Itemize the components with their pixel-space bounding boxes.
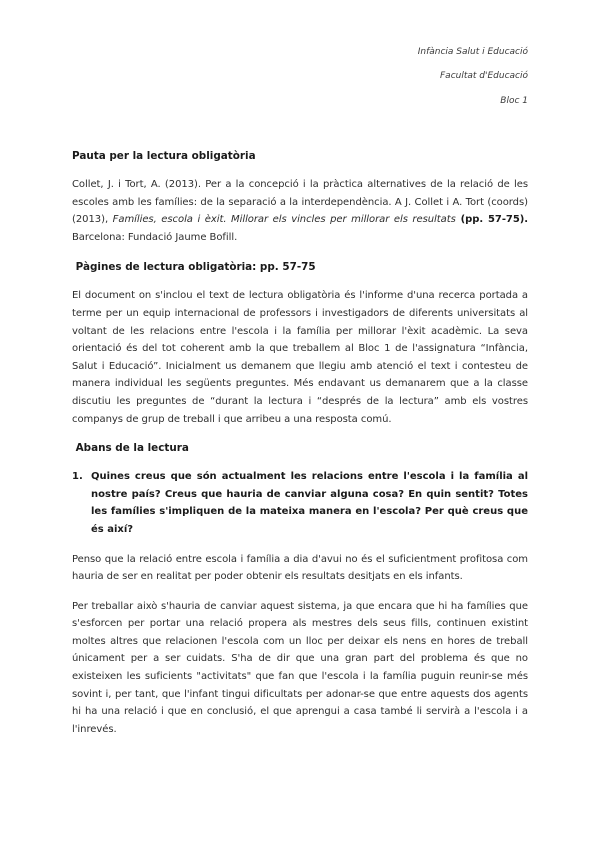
answer-paragraph-2: Per treballar això s'hauria de canviar aquest sistema, ja que encara que hi ha famílies que s'esforcen per portar una relació propera als mestres dels seus fills, continuen existint moltes altres que relacionen l'escola com un lloc per deixar els nens en hores de treball únicament per a ser cuidats. S'ha de dir que una gran part del problema és que no existeixen les suficients "activitats" que fan que l'escola i la família puguin reunir-se més sovint i, per tant, que l'infant tingui dificultats per adonar-se que entre aquests dos agents hi ha una relació i que en conclusió, el que aprengui a casa també li servirà a l'escola i a l'inrevés. bbox=[72, 600, 528, 735]
header-course: Infància Salut i Educació bbox=[417, 47, 528, 57]
header-faculty: Facultat d'Educació bbox=[440, 71, 528, 81]
citation-book-title: Famílies, escola i èxit. Millorar els vincles per millorar els resultats bbox=[112, 214, 456, 226]
answer-paragraph-1: Penso que la relació entre escola i família a dia d'avui no és el suficientment profitosa com hauria de ser en realitat per poder obtenir els resultats desitjats en els infants. bbox=[72, 553, 528, 583]
citation-paragraph bbox=[72, 176, 528, 246]
question-number: 1. bbox=[72, 471, 83, 483]
pagines-heading: Pàgines de lectura obligatòria: pp. 57-75 bbox=[72, 261, 316, 274]
abans-heading: Abans de la lectura bbox=[72, 442, 189, 455]
question-1 bbox=[72, 468, 528, 538]
question-text: Quines creus que són actualment les relacions entre l'escola i la família al nostre país? Creus que hauria de canviar alguna cosa? En quin sentit? Totes les famílies s'impliquen de la mateixa manera en l'escola? Per què creus que és així? bbox=[91, 471, 528, 535]
document-body bbox=[72, 149, 528, 738]
pauta-heading: Pauta per la lectura obligatòria bbox=[72, 150, 256, 162]
citation-text: Collet, J. i Tort, A. (2013). Per a la concepció i la pràctica alternatives de la relació de les escoles amb les famílies: de la separació a la interdependència. A J. Collet i A. Tort (coords) (2013), bbox=[72, 179, 528, 226]
pagines-paragraph: El document on s'inclou el text de lectura obligatòria és l'informe d'una recerca portada a terme per un equip internacional de professors i investigadors de diferents universitats al voltant de les relacions entre l'escola i la família per millorar l'èxit acadèmic. La seva orientació és del tot coherent amb la que treballem al Bloc 1 de l'assignatura “Infància, Salut i Educació”. Inicialment us demanem que llegiu amb atenció el text i contesteu de manera individual les següents preguntes. Més endavant us demanarem que a la classe discutiu les preguntes de “durant la lectura i “després de la lectura” amb els vostres companys de grup de treball i que arribeu a una resposta comú. bbox=[72, 290, 528, 425]
citation-pages: (pp. 57-75). bbox=[455, 214, 529, 226]
header-block: Bloc 1 bbox=[500, 96, 528, 106]
citation-publisher: Barcelona: Fundació Jaume Bofill. bbox=[72, 231, 238, 243]
